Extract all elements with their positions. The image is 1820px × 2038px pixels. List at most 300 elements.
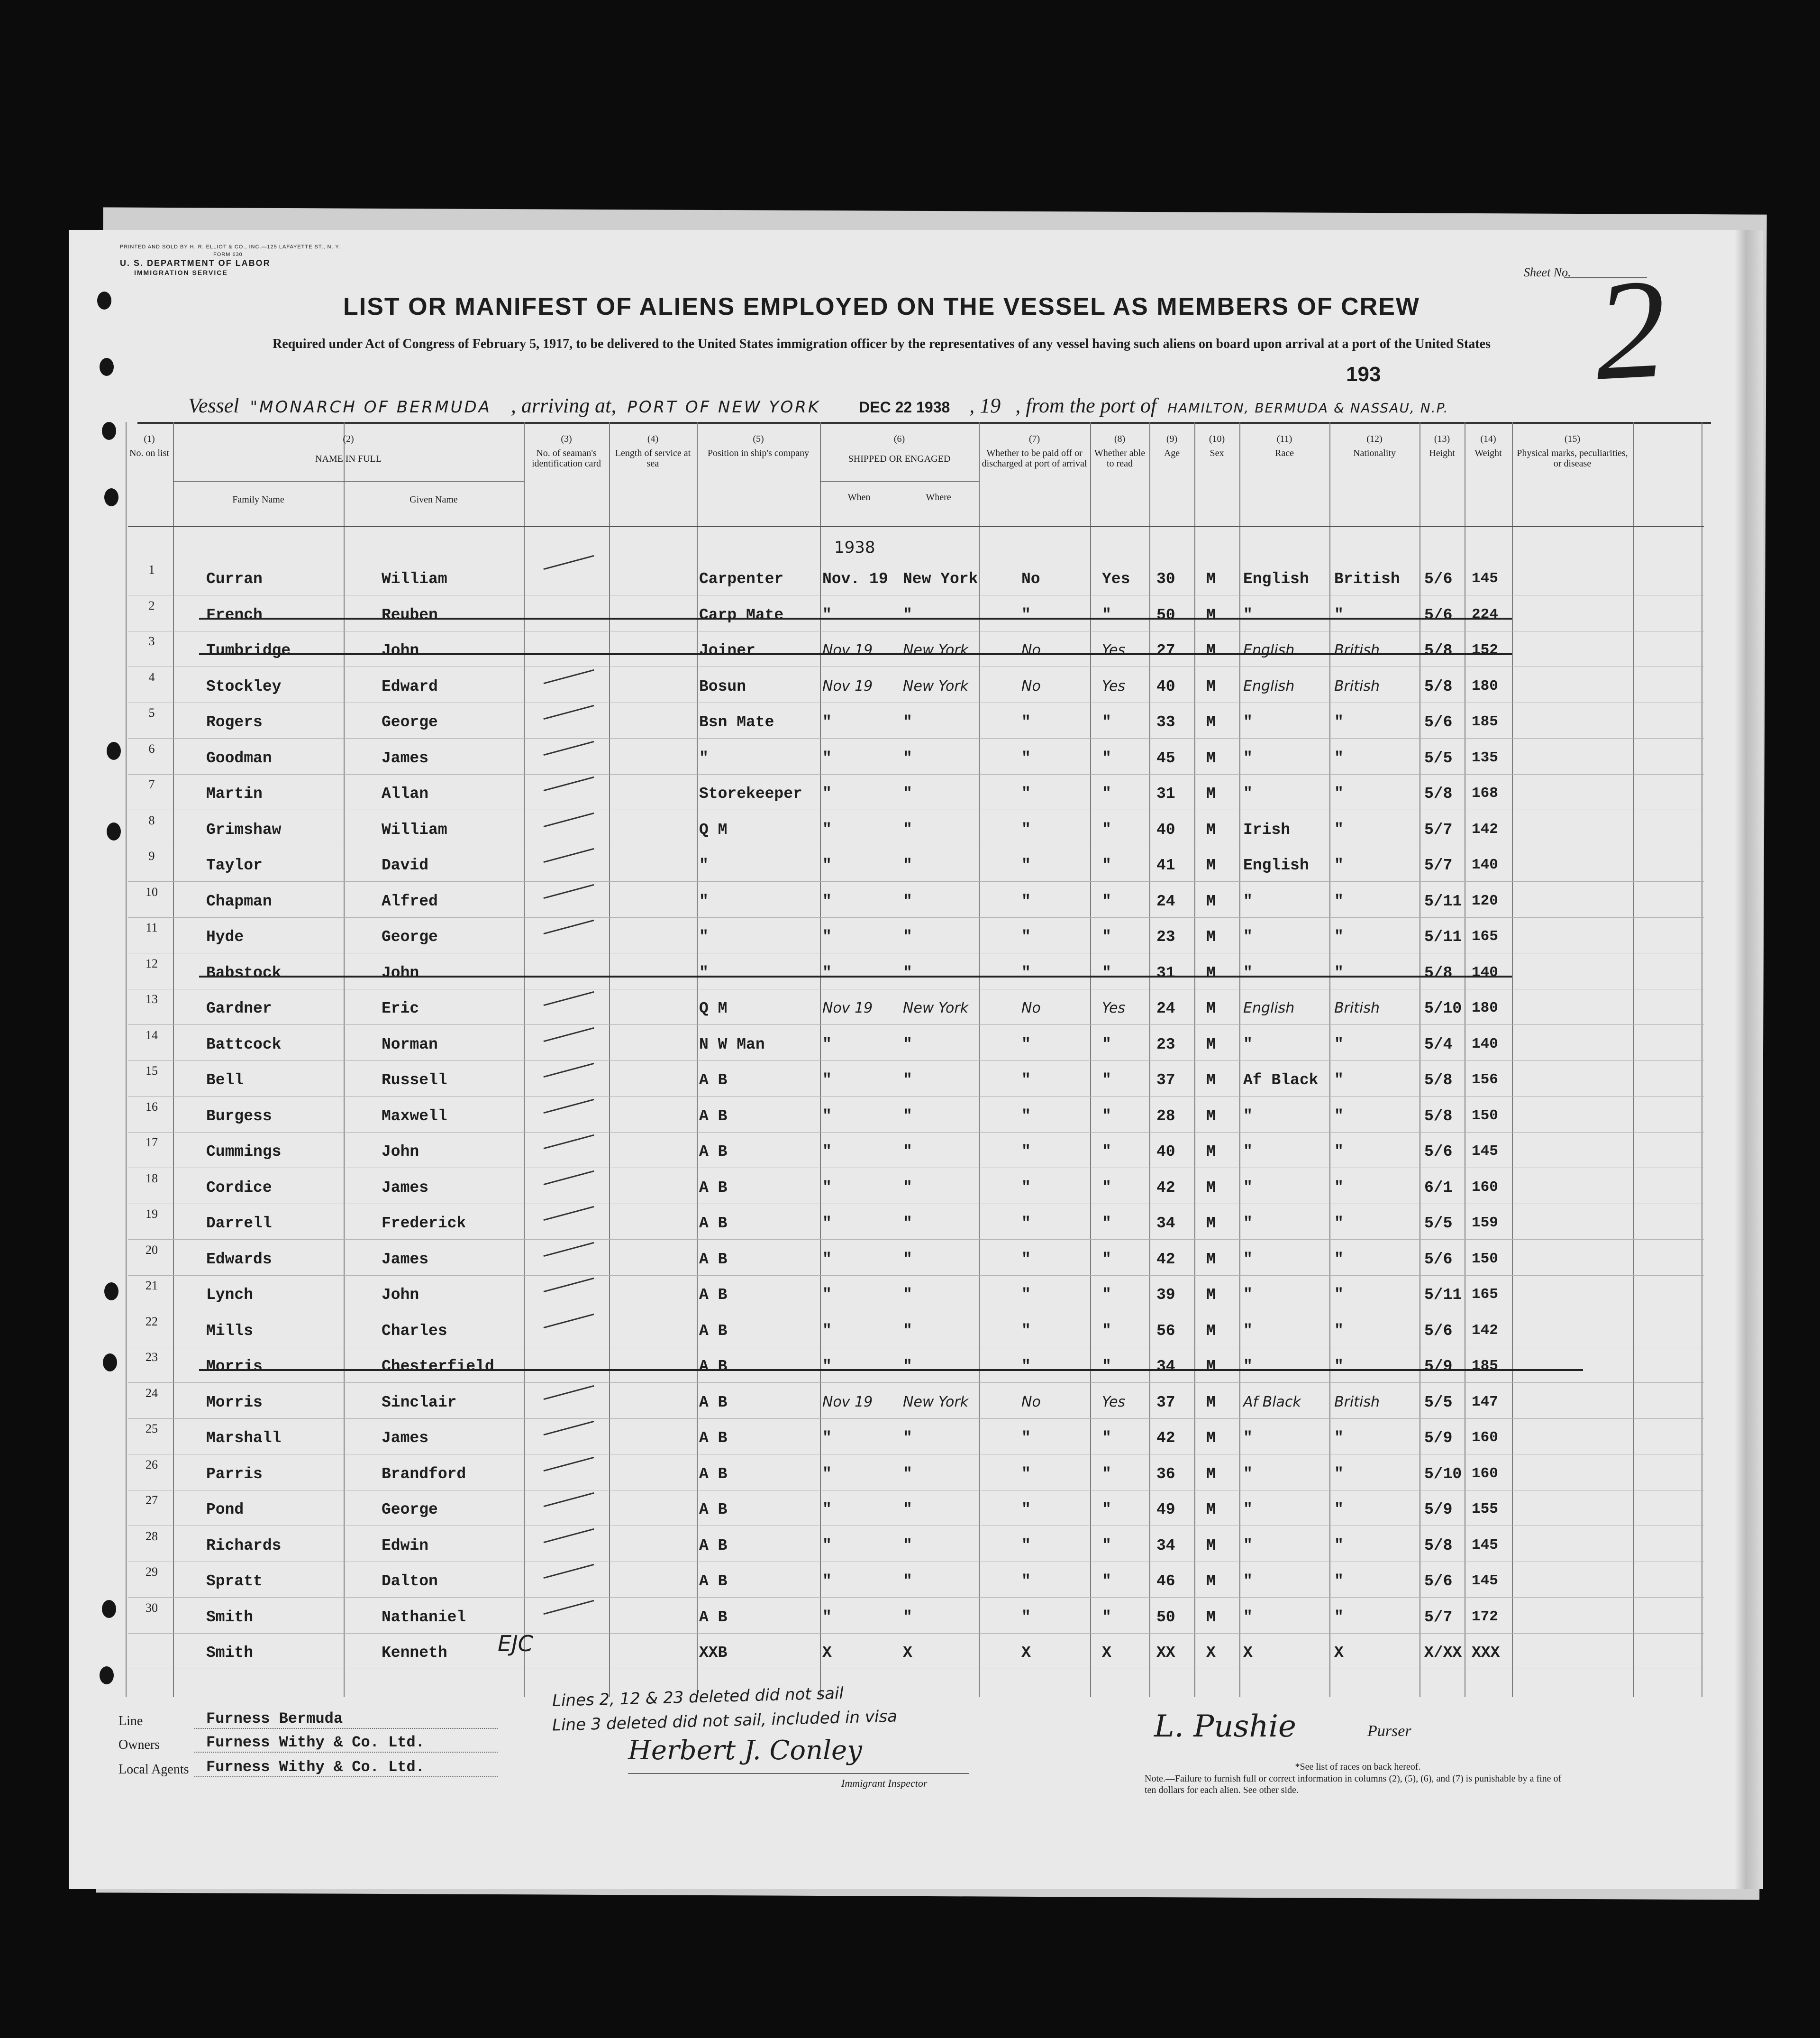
row-number: 1 <box>148 563 155 576</box>
cell-family: Edwards <box>206 1250 272 1268</box>
cell-given: Dalton <box>382 1572 438 1590</box>
cell-weight: 185 <box>1472 1358 1498 1374</box>
cell-race: " <box>1243 749 1253 767</box>
purser-label: Purser <box>1367 1722 1411 1740</box>
column-header <box>1239 434 1329 458</box>
row-number: 17 <box>146 1135 158 1149</box>
cell-age: 50 <box>1156 606 1175 624</box>
cell-when: " <box>822 749 832 767</box>
cell-where: " <box>903 1286 912 1304</box>
cell-where: " <box>903 606 912 624</box>
cell-race: " <box>1243 892 1253 910</box>
cell-age: 27 <box>1156 642 1175 659</box>
column-label: No. on list <box>129 448 169 458</box>
column-header <box>173 491 344 505</box>
cell-height: 5/5 <box>1424 1393 1453 1411</box>
cell-where: " <box>903 1143 912 1161</box>
column-header <box>979 434 1090 469</box>
cell-when: " <box>822 1250 832 1268</box>
cell-race: " <box>1243 928 1253 946</box>
strike-through <box>199 1369 1583 1371</box>
strike-through <box>199 653 1512 655</box>
id-check-mark <box>543 991 594 1006</box>
page-title: LIST OR MANIFEST OF ALIENS EMPLOYED ON THE VESSEL AS MEMBERS OF CREW <box>343 293 1420 320</box>
column-number: (7) <box>1028 434 1040 444</box>
cell-given: Alfred <box>382 892 438 910</box>
cell-age: 46 <box>1156 1572 1175 1590</box>
year-label: , 19 <box>969 394 1001 417</box>
cell-age: 33 <box>1156 713 1175 731</box>
cell-position: A B <box>699 1536 728 1554</box>
column-label: Given Name <box>410 494 458 505</box>
cell-read: " <box>1102 1608 1111 1626</box>
cell-sex: M <box>1206 1465 1216 1483</box>
cell-sex: M <box>1206 1215 1216 1232</box>
cell-sex: M <box>1206 1107 1216 1125</box>
cell-paid: No <box>1021 1000 1041 1016</box>
cell-given: James <box>382 1179 429 1197</box>
column-label: Age <box>1164 448 1180 458</box>
cell-height: 5/11 <box>1424 892 1462 910</box>
cell-weight: 160 <box>1472 1465 1498 1482</box>
column-divider <box>1090 422 1091 1697</box>
cell-position: A B <box>699 1608 728 1626</box>
cell-age: 49 <box>1156 1501 1175 1518</box>
cell-position: A B <box>699 1179 728 1197</box>
cell-read: " <box>1102 821 1111 839</box>
row-number: 28 <box>146 1529 158 1543</box>
cell-height: 5/6 <box>1424 713 1453 731</box>
cell-weight: 145 <box>1472 570 1498 587</box>
vessel-label: Vessel <box>188 394 239 417</box>
cell-nat: " <box>1334 1572 1344 1590</box>
cell-weight: 142 <box>1472 1322 1498 1339</box>
purser-signature: L. Pushie <box>1154 1709 1296 1744</box>
cell-race: " <box>1243 1429 1253 1447</box>
cell-height: 5/6 <box>1424 1572 1453 1590</box>
cell-where: " <box>903 1465 912 1483</box>
row-number: 20 <box>146 1243 158 1257</box>
column-label: Height <box>1429 448 1455 458</box>
id-check-mark <box>543 777 594 791</box>
cell-when: " <box>822 1179 832 1197</box>
cell-weight: 145 <box>1472 1536 1498 1554</box>
row-number: 4 <box>148 670 155 684</box>
cell-read: " <box>1102 1107 1111 1125</box>
inspector-signature: Herbert J. Conley <box>628 1735 862 1766</box>
row-rule <box>128 738 1704 739</box>
cell-read: " <box>1102 1286 1111 1304</box>
cell-given: Norman <box>382 1035 438 1053</box>
cell-family: Taylor <box>206 857 263 874</box>
id-check-mark <box>543 1242 594 1256</box>
cell-age: 36 <box>1156 1465 1175 1483</box>
cell-weight: 180 <box>1472 677 1498 695</box>
column-label: Race <box>1275 448 1294 458</box>
manifest-table <box>69 230 1763 1889</box>
cell-race: " <box>1243 713 1253 731</box>
cell-weight: 224 <box>1472 606 1498 623</box>
cell-position: A B <box>699 1429 728 1447</box>
row-number: 7 <box>148 777 155 791</box>
cell-sex: M <box>1206 785 1216 803</box>
cell-nat: " <box>1334 1322 1344 1340</box>
cell-read: " <box>1102 1536 1111 1554</box>
cell-nat: " <box>1334 1215 1344 1232</box>
cell-read: " <box>1102 606 1111 624</box>
cell-paid: " <box>1021 1143 1031 1161</box>
cell-position: A B <box>699 1215 728 1232</box>
page-subtitle: Required under Act of Congress of February 5, 1917, to be delivered to the United States immigration officer by the representatives of any vessel having such aliens on board upon arrival at a port of the United States <box>273 337 1491 351</box>
column-number: (1) <box>144 434 155 444</box>
column-label: No. of seaman's identification card <box>531 448 601 469</box>
cell-sex: M <box>1206 857 1216 874</box>
cell-age: 45 <box>1156 749 1175 767</box>
cell-nat: " <box>1334 1250 1344 1268</box>
cell-where: New York <box>903 1000 969 1016</box>
cell-when: " <box>822 1465 832 1483</box>
row-rule <box>128 1096 1704 1097</box>
id-check-mark <box>543 848 594 863</box>
cell-nat: " <box>1334 1143 1344 1161</box>
cell-when: " <box>822 1536 832 1554</box>
cell-race: X <box>1243 1644 1253 1662</box>
column-label: Where <box>926 492 951 503</box>
cell-when: Nov 19 <box>822 677 873 695</box>
column-number: (2) <box>343 434 354 444</box>
cell-read: " <box>1102 785 1111 803</box>
row-number: 3 <box>148 634 155 648</box>
cell-read: " <box>1102 1501 1111 1518</box>
cell-nat: " <box>1334 1286 1344 1304</box>
cell-read: " <box>1102 857 1111 874</box>
cell-position: A B <box>699 1322 728 1340</box>
cell-nat: British <box>1334 1000 1380 1016</box>
column-number: (8) <box>1114 434 1126 444</box>
cell-age: 31 <box>1156 964 1175 982</box>
name-subheader-rule <box>173 481 524 482</box>
cell-read: " <box>1102 1322 1111 1340</box>
cell-weight: 120 <box>1472 892 1498 909</box>
row-number: 22 <box>146 1314 158 1328</box>
column-header <box>820 434 979 464</box>
cell-read: Yes <box>1102 1000 1126 1016</box>
row-number: 13 <box>146 992 158 1006</box>
manifest-sheet <box>69 230 1763 1889</box>
cell-height: 5/10 <box>1424 1465 1462 1483</box>
cell-read: X <box>1102 1644 1111 1662</box>
cell-race: " <box>1243 1215 1253 1232</box>
column-number: (6) <box>893 434 905 444</box>
cell-given: Brandford <box>382 1465 466 1483</box>
cell-where: " <box>903 1322 912 1340</box>
departure-port: HAMILTON, BERMUDA & NASSAU, N.P. <box>1167 400 1449 416</box>
cell-race: " <box>1243 1143 1253 1161</box>
cell-weight: 145 <box>1472 1572 1498 1589</box>
cell-race: " <box>1243 1286 1253 1304</box>
cell-read: " <box>1102 749 1111 767</box>
id-check-mark <box>543 1170 594 1185</box>
cell-read: " <box>1102 1358 1111 1375</box>
service-name: IMMIGRATION SERVICE <box>134 269 228 276</box>
cell-where: " <box>903 1608 912 1626</box>
owners-underline <box>194 1752 498 1753</box>
cell-weight: 135 <box>1472 749 1498 766</box>
row-rule <box>128 917 1704 918</box>
cell-paid: " <box>1021 785 1031 803</box>
cell-paid: " <box>1021 1572 1031 1590</box>
header-bottom-rule <box>128 526 1704 527</box>
cell-where: New York <box>903 677 969 695</box>
row-number: 27 <box>146 1493 158 1507</box>
cell-age: 42 <box>1156 1250 1175 1268</box>
cell-age: 39 <box>1156 1286 1175 1304</box>
cell-nat: " <box>1334 713 1344 731</box>
column-header <box>1512 434 1633 469</box>
cell-given: Chesterfield <box>382 1358 494 1375</box>
cell-when: Nov 19 <box>822 642 873 658</box>
column-divider <box>979 422 980 1697</box>
row-number: 6 <box>148 741 155 756</box>
row-number: 21 <box>146 1279 158 1292</box>
strike-through <box>199 976 1512 978</box>
cell-when: " <box>822 1358 832 1375</box>
row-rule <box>128 1275 1704 1276</box>
row-number: 11 <box>146 921 158 934</box>
cell-height: 5/4 <box>1424 1035 1453 1053</box>
cell-given: Reuben <box>382 606 438 624</box>
cell-given: John <box>382 1143 419 1161</box>
cell-when: " <box>822 713 832 731</box>
column-divider <box>1633 422 1634 1697</box>
cell-paid: No <box>1021 570 1040 588</box>
cell-height: 5/7 <box>1424 1608 1453 1626</box>
cell-sex: M <box>1206 570 1216 588</box>
cell-paid: " <box>1021 821 1031 839</box>
cell-weight: 160 <box>1472 1179 1498 1196</box>
cell-where: " <box>903 928 912 946</box>
column-label: Whether able to read <box>1094 448 1146 469</box>
row-number: 29 <box>146 1565 158 1579</box>
cell-nat: " <box>1334 1429 1344 1447</box>
cell-when: " <box>822 1035 832 1053</box>
cell-where: " <box>903 1071 912 1089</box>
cell-family: Babstock <box>206 964 282 982</box>
cell-when: X <box>822 1644 832 1662</box>
cell-age: 31 <box>1156 785 1175 803</box>
cell-where: New York <box>903 642 969 658</box>
cell-sex: M <box>1206 1322 1216 1340</box>
cell-where: " <box>903 892 912 910</box>
cell-when: " <box>822 964 832 982</box>
cell-weight: 155 <box>1472 1501 1498 1517</box>
cell-sex: M <box>1206 1286 1216 1304</box>
cell-height: 5/11 <box>1424 928 1462 946</box>
cell-nat: X <box>1334 1644 1344 1662</box>
cell-sex: M <box>1206 1250 1216 1268</box>
cell-age: 23 <box>1156 928 1175 946</box>
id-check-mark <box>543 1278 594 1292</box>
column-divider <box>1329 422 1330 1697</box>
cell-age: 42 <box>1156 1429 1175 1447</box>
row-number: 19 <box>146 1207 158 1221</box>
cell-position: " <box>699 892 709 910</box>
cell-where: " <box>903 1035 912 1053</box>
column-header <box>1090 434 1149 469</box>
cell-sex: M <box>1206 892 1216 910</box>
cell-race: " <box>1243 1358 1253 1375</box>
cell-family: French <box>206 606 263 624</box>
cell-when: Nov 19 <box>822 1000 873 1016</box>
cell-sex: M <box>1206 928 1216 946</box>
row-rule <box>128 1239 1704 1240</box>
id-check-mark <box>543 1421 594 1435</box>
cell-read: " <box>1102 1035 1111 1053</box>
column-divider <box>126 422 127 1697</box>
cell-age: 34 <box>1156 1536 1175 1554</box>
agents-label: Local Agents <box>118 1762 189 1777</box>
cell-paid: " <box>1021 964 1031 982</box>
cell-race: Af Black <box>1243 1393 1301 1410</box>
cell-weight: 185 <box>1472 713 1498 730</box>
cell-family: Tumbridge <box>206 642 291 659</box>
cell-paid: " <box>1021 1286 1031 1304</box>
column-number: (10) <box>1209 434 1225 444</box>
cell-given: Maxwell <box>382 1107 447 1125</box>
id-check-mark <box>543 1206 594 1221</box>
cell-when: " <box>822 821 832 839</box>
cell-age: 24 <box>1156 892 1175 910</box>
cell-height: 5/6 <box>1424 606 1453 624</box>
form-number: FORM 630 <box>213 252 243 257</box>
cell-height: 5/5 <box>1424 749 1453 767</box>
cell-given: James <box>382 749 429 767</box>
column-divider <box>524 422 525 1697</box>
column-label: Position in ship's company <box>707 448 810 458</box>
column-number: (15) <box>1564 434 1581 444</box>
cell-paid: X <box>1021 1644 1031 1662</box>
cell-where: " <box>903 1107 912 1125</box>
cell-paid: " <box>1021 606 1031 624</box>
cell-sex: M <box>1206 606 1216 624</box>
row-number: 30 <box>146 1600 158 1615</box>
cell-height: 5/9 <box>1424 1501 1453 1518</box>
cell-nat: " <box>1334 1465 1344 1483</box>
cell-family: Spratt <box>206 1572 263 1590</box>
cell-when: " <box>822 1608 832 1626</box>
cell-nat: British <box>1334 642 1380 658</box>
cell-where: " <box>903 1536 912 1554</box>
cell-race: " <box>1243 1250 1253 1268</box>
cell-sex: M <box>1206 1000 1216 1017</box>
cell-read: Yes <box>1102 677 1126 695</box>
row-number: 26 <box>146 1457 158 1471</box>
cell-when: " <box>822 1071 832 1089</box>
cell-sex: M <box>1206 642 1216 659</box>
cell-family: Curran <box>206 570 263 588</box>
column-number: (12) <box>1366 434 1383 444</box>
id-check-mark <box>543 1456 594 1471</box>
id-check-mark <box>543 1134 594 1149</box>
column-number: (4) <box>647 434 659 444</box>
cell-height: 5/6 <box>1424 570 1453 588</box>
column-label: Physical marks, peculiarities, or disease <box>1517 448 1628 469</box>
cell-sex: M <box>1206 964 1216 982</box>
column-divider <box>820 422 821 1697</box>
column-divider <box>1239 422 1240 1697</box>
column-header <box>1194 434 1239 458</box>
column-header <box>524 434 609 469</box>
column-label: Family Name <box>232 494 284 505</box>
cell-read: " <box>1102 1465 1111 1483</box>
cell-position: Storekeeper <box>699 785 802 803</box>
cell-position: Carpenter <box>699 570 784 588</box>
line-label: Line <box>118 1714 143 1728</box>
column-divider <box>609 422 610 1697</box>
owners-label: Owners <box>118 1737 160 1752</box>
cell-sex: M <box>1206 1536 1216 1554</box>
cell-weight: 147 <box>1472 1393 1498 1410</box>
cell-sex: M <box>1206 1071 1216 1089</box>
cell-age: 40 <box>1156 821 1175 839</box>
cell-position: A B <box>699 1358 728 1375</box>
owners-value: Furness Withy & Co. Ltd. <box>206 1734 425 1751</box>
cell-position: " <box>699 964 709 982</box>
cell-read: " <box>1102 1572 1111 1590</box>
cell-position: Q M <box>699 1000 728 1017</box>
cell-sex: M <box>1206 1358 1216 1375</box>
cell-read: " <box>1102 892 1111 910</box>
cell-weight: 180 <box>1472 1000 1498 1016</box>
id-check-mark <box>543 1098 594 1113</box>
strike-through <box>199 618 1512 620</box>
department-name: U. S. DEPARTMENT OF LABOR <box>120 258 271 268</box>
cell-sex: M <box>1206 1035 1216 1053</box>
cell-height: 5/6 <box>1424 1322 1453 1340</box>
cell-read: " <box>1102 928 1111 946</box>
cell-sex: M <box>1206 1572 1216 1590</box>
shipped-subheader-rule <box>820 481 979 482</box>
cell-paid: " <box>1021 1179 1031 1197</box>
arriving-label: , arriving at, <box>510 394 617 417</box>
id-check-mark <box>543 1027 594 1042</box>
cell-nat: " <box>1334 1035 1344 1053</box>
cell-position: Bsn Mate <box>699 713 774 731</box>
deletion-note-1: Lines 2, 12 & 23 deleted did not sail <box>552 1683 844 1711</box>
cell-nat: " <box>1334 1358 1344 1375</box>
cell-given: John <box>382 964 419 982</box>
cell-family: Pond <box>206 1501 244 1518</box>
cell-given: James <box>382 1250 429 1268</box>
cell-weight: 140 <box>1472 1035 1498 1052</box>
cell-when: " <box>822 1107 832 1125</box>
cell-where: " <box>903 749 912 767</box>
column-header <box>1465 434 1512 458</box>
cell-read: " <box>1102 713 1111 731</box>
cell-height: 6/1 <box>1424 1179 1453 1197</box>
cell-position: " <box>699 928 709 946</box>
cell-weight: 150 <box>1472 1107 1498 1124</box>
id-check-mark <box>543 1063 594 1078</box>
cell-family: Smith <box>206 1644 254 1662</box>
cell-when: " <box>822 1501 832 1518</box>
cell-nat: British <box>1334 570 1400 588</box>
cell-nat: " <box>1334 928 1344 946</box>
cell-family: Battcock <box>206 1035 282 1053</box>
vessel-name: "MONARCH OF BERMUDA <box>250 398 491 417</box>
cell-nat: " <box>1334 1071 1344 1089</box>
cell-paid: " <box>1021 713 1031 731</box>
